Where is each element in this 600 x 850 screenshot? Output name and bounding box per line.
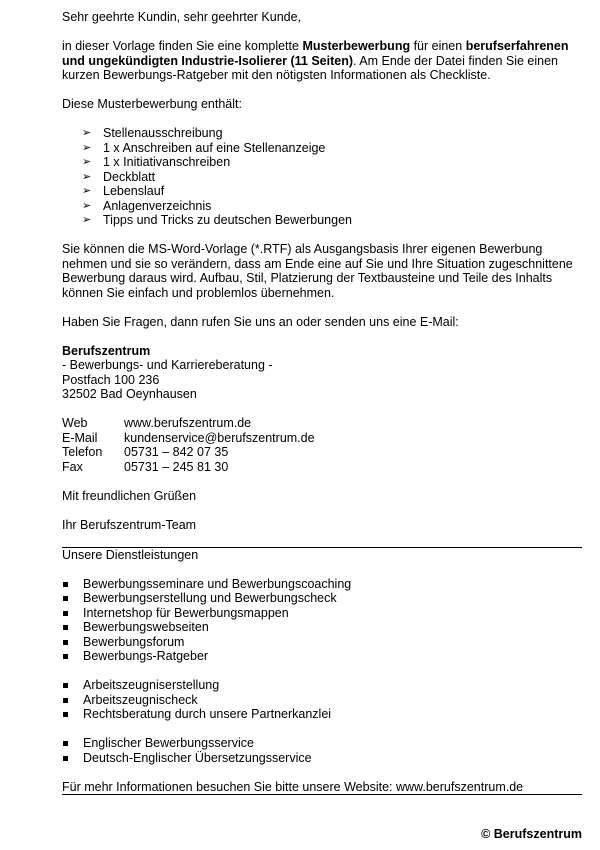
company-city: 32502 Bad Oeynhausen [62, 387, 197, 401]
contact-row-fax: Fax 05731 – 245 81 30 [62, 459, 229, 474]
list-item: ➢ Stellenausschreibung [82, 126, 223, 140]
list-item: Englischer Bewerbungsservice [62, 736, 582, 751]
list-item: ➢ Lebenslauf [82, 184, 165, 198]
list-item: Rechtsberatung durch unsere Partnerkanzlei [62, 707, 582, 722]
document-page [62, 10, 582, 795]
list-item: Internetshop für Bewerbungsmappen [62, 606, 582, 621]
questions-paragraph: Haben Sie Fragen, dann rufen Sie uns an oder senden uns eine E-Mail: [62, 314, 459, 329]
greeting: Sehr geehrte Kundin, sehr geehrter Kunde, [62, 10, 302, 24]
list-item: Bewerbungsseminare und Bewerbungscoaching [62, 577, 582, 592]
company-postbox: Postfach 100 236 [62, 372, 160, 387]
intro-text-3: . Am Ende der Datei finden Sie einen kurzen Bewerbungs-Ratgeber mit den nötigsten Informationen als Checkliste. [62, 53, 559, 82]
contents-list [62, 126, 582, 228]
square-bullet-icon [63, 640, 68, 645]
list-item: Bewerbungs-Ratgeber [62, 649, 582, 664]
closing: Mit freundlichen Grüßen [62, 488, 197, 503]
website-link[interactable]: www.berufszentrum.de [124, 416, 252, 430]
contact-row-email: E-Mail kundenservice@berufszentrum.de [62, 430, 315, 445]
square-bullet-icon [63, 712, 68, 717]
intro-bold-1: Musterbewerbung [302, 39, 411, 53]
list-item: ➢ Deckblatt [82, 169, 156, 184]
list-item: ➢ Anlagenverzeichnis [82, 198, 212, 213]
list-item: Bewerbungserstellung und Bewerbungscheck [62, 591, 582, 606]
list-item: Arbeitszeugniserstellung [62, 678, 582, 693]
intro-text-2: für einen [410, 39, 466, 53]
square-bullet-icon [63, 756, 68, 761]
square-bullet-icon [63, 654, 68, 659]
copyright: © Berufszentrum [481, 827, 582, 841]
contact-row-web: Web www.berufszentrum.de [62, 416, 252, 430]
divider-bottom [62, 794, 582, 795]
services-heading: Unsere Dienstleistungen [62, 547, 199, 562]
list-item: Deutsch-Englischer Übersetzungsservice [62, 751, 582, 766]
square-bullet-icon [63, 625, 68, 630]
arrow-bullet-icon: ➢ [82, 214, 92, 226]
arrow-bullet-icon: ➢ [82, 156, 92, 168]
intro-paragraph [62, 39, 582, 83]
arrow-bullet-icon: ➢ [82, 141, 92, 154]
square-bullet-icon [63, 741, 68, 746]
list-item: ➢ Tipps und Tricks zu deutschen Bewerbungen [82, 213, 352, 227]
square-bullet-icon [63, 683, 68, 688]
list-item: Bewerbungswebseiten [62, 620, 582, 635]
intro-bold-2: berufserfahrenen und ungekündigten Industrie-Isolierer (11 Seiten) [62, 39, 569, 68]
phone-number: 05731 – 842 07 35 [124, 445, 229, 459]
list-item: Arbeitszeugnischeck [62, 693, 582, 708]
arrow-bullet-icon: ➢ [82, 170, 92, 183]
company-address [62, 344, 582, 402]
fax-number: 05731 – 245 81 30 [124, 459, 229, 474]
contact-row-phone: Telefon 05731 – 842 07 35 [62, 445, 229, 459]
list-item: ➢ 1 x Anschreiben auf eine Stellenanzeige [82, 140, 326, 155]
list-item: ➢ 1 x Initiativanschreiben [82, 155, 231, 169]
square-bullet-icon [63, 596, 68, 601]
intro-text-1: in dieser Vorlage finden Sie eine komplette [62, 39, 303, 53]
signature: Ihr Berufszentrum-Team [62, 517, 197, 532]
company-name: Berufszentrum [62, 343, 151, 358]
services-list-1 [62, 577, 582, 664]
arrow-bullet-icon: ➢ [82, 185, 92, 197]
arrow-bullet-icon: ➢ [82, 127, 92, 139]
square-bullet-icon [63, 582, 68, 587]
services-list-3 [62, 736, 582, 765]
square-bullet-icon [63, 698, 68, 703]
list-item: Bewerbungsforum [62, 635, 582, 650]
email-link[interactable]: kundenservice@berufszentrum.de [124, 430, 315, 445]
contains-heading: Diese Musterbewerbung enthält: [62, 97, 242, 111]
company-tagline: - Bewerbungs- und Karriereberatung - [62, 358, 273, 372]
contact-block [62, 416, 582, 474]
usage-paragraph: Sie können die MS-Word-Vorlage (*.RTF) als Ausgangsbasis Ihrer eigenen Bewerbung nehmen und sie so verändern, dass am Ende eine auf Sie und Ihre Situation zugeschnittene Bewerbung daraus wird. Aufbau, Stil, Platzierung der Textbausteine und Teile des Inhalts können Sie einfach und problemlos übernehmen. [62, 242, 573, 300]
arrow-bullet-icon: ➢ [82, 199, 92, 212]
more-info: Für mehr Informationen besuchen Sie bitte unsere Website: www.berufszentrum.de [62, 779, 524, 794]
services-list-2 [62, 678, 582, 722]
square-bullet-icon [63, 611, 68, 616]
